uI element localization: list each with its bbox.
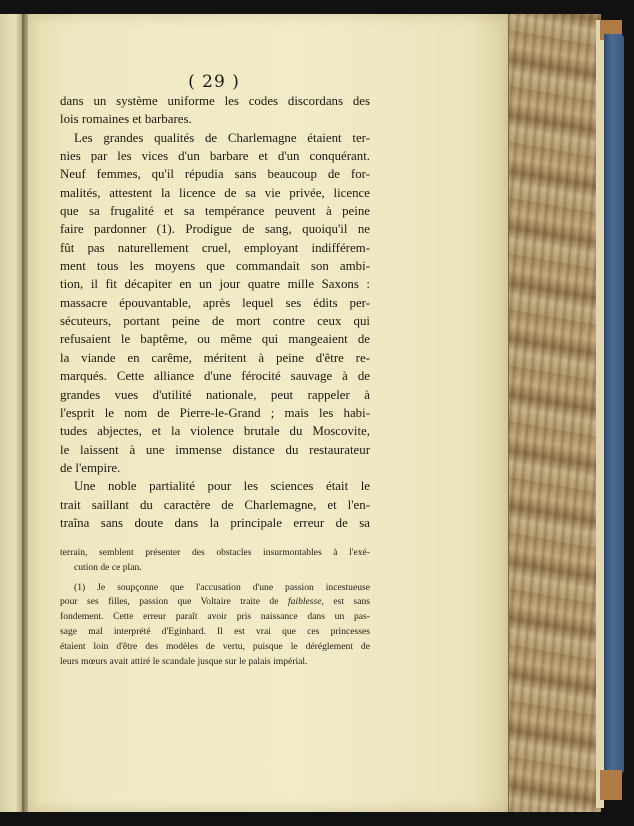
text-line: la viande en carême, méritent à peine d'être re- [60, 350, 370, 365]
marbled-fore-edge [508, 14, 601, 812]
text-line: traîna sans doute dans la principale erreur de sa [60, 515, 370, 530]
italic-word: faiblesse [287, 596, 322, 608]
text-line: l'esprit le nom de Pierre-le-Grand ; mais les habi- [60, 405, 370, 420]
text-line: massacre épouvantable, après lequel ses édits per- [60, 295, 370, 310]
text-line: de l'empire. [60, 460, 121, 475]
text-line: sécuteurs, portant peine de mort contre ceux qui [60, 314, 370, 329]
footnote-continued-line: cution de ce plan. [74, 561, 142, 573]
text-line: nies par les vices d'un barbare et d'un conquérant. [60, 149, 370, 164]
text-line: tion, il fit décapiter en un jour quatre mille Saxons : [60, 277, 370, 292]
page-number: ( 29 ) [188, 72, 240, 92]
footnote-1-line: étaient loin d'être des modèles de vertu, puisque le déréglement de [60, 640, 370, 652]
text-line: dans un système uniforme les codes discordans des [60, 94, 370, 108]
text-line: le laissent à une immense distance du restaurateur [60, 442, 370, 457]
text-line: lois romaines et barbares. [60, 112, 192, 127]
text-line: Neuf femmes, qu'il répudia sans beaucoup de for- [60, 167, 370, 182]
text-line: que sa frugalité et sa tempérance peuvent à peine [60, 204, 370, 219]
text-line: Une noble partialité pour les sciences était le [74, 479, 370, 494]
text-line: refusaient le baptême, ou même qui mangeaient de [60, 332, 370, 347]
text-line: malités, attestent la licence de sa vie privée, licence [60, 185, 370, 200]
left-page-edge [0, 14, 23, 812]
footnote-1-line: fondement. Cette erreur paraît avoir pris naissance dans un pas- [60, 611, 370, 623]
footnote-1-line: pour ses filles, passion que Voltaire traite de faiblesse, est sans [60, 596, 370, 608]
main-text-block [60, 92, 370, 532]
text-line: tudes abjectes, et la violence brutale du Moscovite, [60, 424, 370, 439]
footnote-continued-line: terrain, semblent présenter des obstacles insurmontables à l'exé- [60, 547, 370, 558]
text-line: marqués. Cette alliance d'une férocité sauvage à de [60, 369, 370, 384]
text-line: fût pas naturellement cruel, employant indifférem- [60, 240, 370, 255]
footnote-1-line: sage mal interprété d'Eginhard. Il est vrai que ces princesses [60, 625, 370, 637]
text-line: Les grandes qualités de Charlemagne étaient ter- [74, 130, 370, 145]
leather-corner-bottom [600, 770, 622, 800]
footnotes-block [60, 546, 370, 669]
page-block-edge [596, 20, 604, 808]
text-line: grandes vues d'utilité nationale, peut rappeler à [60, 387, 370, 402]
text-line: trait saillant du caractère de Charlemagne, et l'en- [60, 497, 370, 512]
book-cover-board [604, 34, 624, 774]
text-line: ment tous les moyens que commandait son ambi- [60, 259, 370, 274]
footnote-1-line: leurs mœurs avait attiré le scandale jusque sur le palais impérial. [60, 655, 308, 667]
footnote-1-line: (1) Je soupçonne que l'accusation d'une passion incestueuse [74, 581, 370, 593]
text-line: faire pardonner (1). Prodigue de sang, quoiqu'il ne [60, 222, 370, 237]
